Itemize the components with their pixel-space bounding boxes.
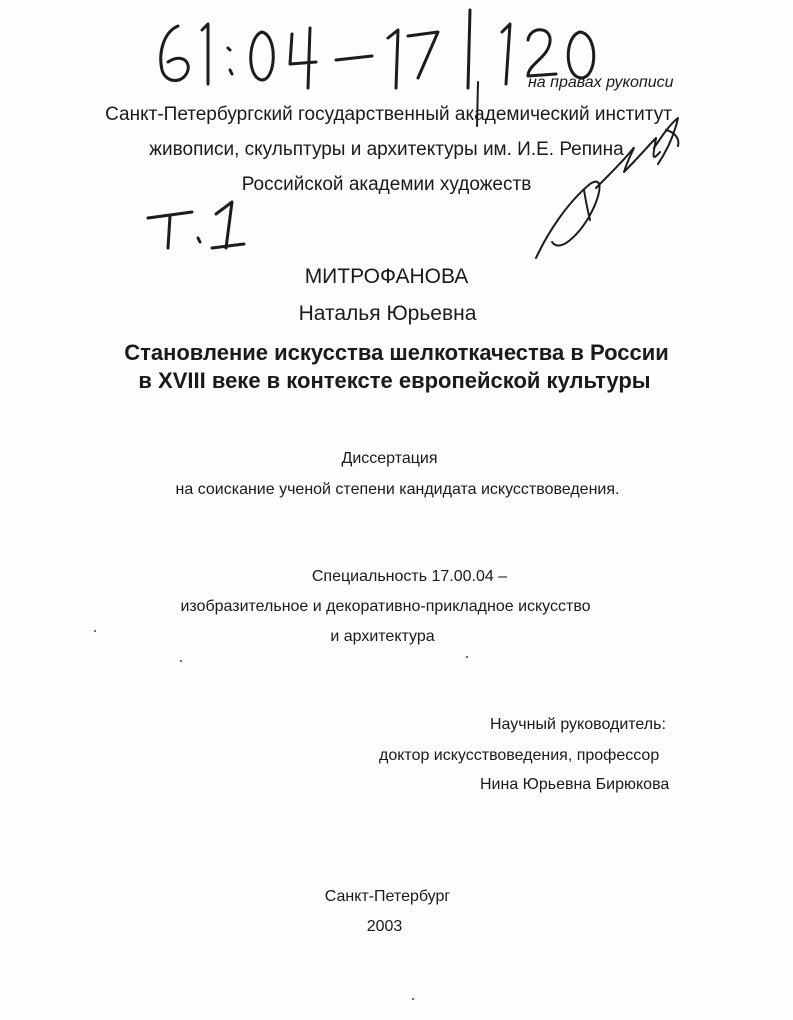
degree-purpose: на соискание ученой степени кандидата искусствоведения. xyxy=(175,481,620,498)
institution-line-2: живописи, скульптуры и архитектуры им. И.Е. Репина xyxy=(149,139,624,160)
specialty-line-3: и архитектура xyxy=(330,628,435,645)
city: Санкт-Петербург xyxy=(324,888,451,905)
supervisor-name: Нина Юрьевна Бирюкова xyxy=(480,776,670,793)
year: 2003 xyxy=(366,918,403,935)
handwritten-volume-mark xyxy=(140,196,260,256)
dissertation-title-line-1: Становление искусства шелкоткачества в России xyxy=(124,340,669,365)
scan-speck xyxy=(466,656,468,658)
scan-speck xyxy=(180,660,182,662)
supervisor-label: Научный руководитель: xyxy=(490,716,666,733)
dissertation-title-line-2: в XVIII веке в контексте европейской культуры xyxy=(138,368,651,393)
institution-line-3: Российской академии художеств xyxy=(241,174,532,195)
specialty-line-2: изобразительное и декоративно-прикладное искусство xyxy=(180,598,591,615)
signature xyxy=(528,112,698,264)
manuscript-rights-label: на правах рукописи xyxy=(528,74,674,91)
degree-type: Диссертация xyxy=(341,450,438,467)
supervisor-credentials: доктор искусствоведения, профессор xyxy=(379,747,660,764)
scan-speck xyxy=(94,630,96,632)
author-given-names: Наталья Юрьевна xyxy=(298,302,477,325)
scan-speck xyxy=(412,998,414,1000)
specialty-line-1: Специальность 17.00.04 – xyxy=(311,568,508,585)
author-surname: МИТРОФАНОВА xyxy=(304,265,469,288)
institution-line-1: Санкт-Петербургский государственный академический институт xyxy=(105,104,672,125)
